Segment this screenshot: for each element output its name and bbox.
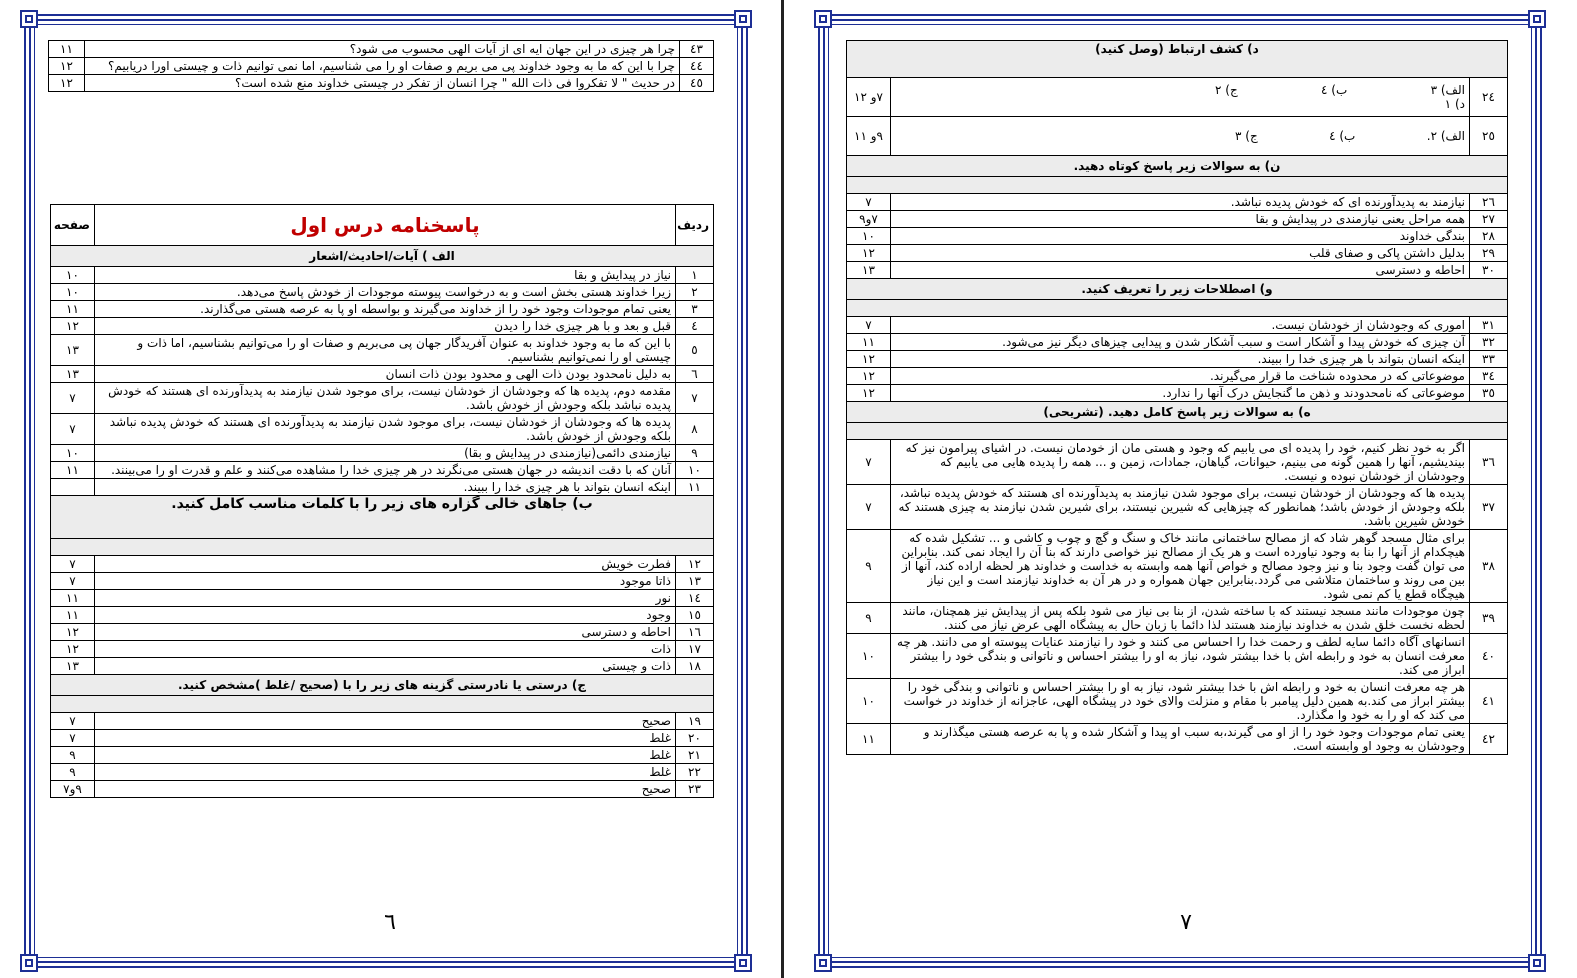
corner-ornament [814, 954, 832, 972]
table-row [51, 462, 714, 479]
row-number: ٣٠ [1469, 262, 1507, 279]
section-heading: د) کشف ارتباط (وصل کنید) [847, 41, 1508, 78]
questions-table [48, 40, 714, 92]
question-text: چرا هر چیزی در این جهان ایه ای از آیات الهی محسوب می شود؟ [85, 41, 680, 58]
table-row [49, 41, 714, 58]
row-number: ٦ [676, 366, 714, 383]
page-ref: ٧ [51, 414, 95, 445]
section-spacer [51, 539, 714, 556]
answer-text: پدیده ها که وجودشان از خودشان نیست، برای موجود شدن نیازمند به پدیدآورنده ای هستند که خودش پدیده نباشد بلکه وجودش از خودش باشد. [95, 414, 676, 445]
answer-text: با این که ما به وجود خداوند به عنوان آفریدگار جهان پی می‌بریم و صفات او را می‌توانیم بشناسیم، اما ذات و چیستی او را نمی‌توانیم بشناسیم. [95, 335, 676, 366]
answer-text: زیرا خداوند هستی بخش است و به درخواست پیوسته موجودات از خودش پاسخ می‌دهد. [95, 284, 676, 301]
section-heading: ج) درستی یا نادرستی گزینه های زیر را با (صحیح /غلط )مشخص کنید. [51, 675, 714, 696]
match-b: ب) ٤ [1329, 129, 1356, 143]
section-row [51, 246, 714, 267]
page-ref: ٧ [847, 317, 891, 334]
page-ref: ١١ [51, 462, 95, 479]
corner-ornament [734, 954, 752, 972]
table-row [847, 228, 1508, 245]
page-ref: ١٠ [847, 634, 891, 679]
page-ref: ١١ [847, 334, 891, 351]
row-number: ٤٢ [1469, 724, 1507, 755]
page-ref: ١١ [51, 590, 95, 607]
page-ref: ١٢ [847, 351, 891, 368]
answer-text: اینکه انسان بتواند با هر چیزی خدا را ببیند. [95, 479, 676, 496]
page-ref: ١٢ [49, 58, 85, 75]
row-number: ٢٥ [1469, 117, 1507, 156]
row-number: ٣٩ [1469, 603, 1507, 634]
row-number: ٢١ [676, 747, 714, 764]
row-number: ١١ [676, 479, 714, 496]
table-row [51, 658, 714, 675]
answer-text: همه مراحل یعنی نیازمندی در پیدایش و بقا [891, 211, 1470, 228]
answer-text: موضوعاتی که نامحدودند و ذهن ما گنجایش درک آنها را ندارد. [891, 385, 1470, 402]
table-row [847, 634, 1508, 679]
table-row [847, 485, 1508, 530]
answer-text: فطرت خویش [95, 556, 676, 573]
row-number: ٢٢ [676, 764, 714, 781]
section-heading: و) اصطلاحات زیر را تعریف کنید. [847, 279, 1508, 300]
section-row [847, 402, 1508, 423]
corner-ornament [734, 10, 752, 28]
row-number: ٢٤ [1469, 78, 1507, 117]
row-number: ٢٠ [676, 730, 714, 747]
row-number: ٣٦ [1469, 440, 1507, 485]
table-row [847, 245, 1508, 262]
section-heading: الف ) آیات/احادیث/اشعار [51, 246, 714, 267]
section-heading: ن) به سوالات زیر پاسخ کوتاه دهید. [847, 156, 1508, 177]
page-ref: ١٣ [51, 366, 95, 383]
table-row [51, 747, 714, 764]
corner-ornament [1528, 10, 1546, 28]
table-row [847, 211, 1508, 228]
answer-text: غلط [95, 747, 676, 764]
row-number: ٤٠ [1469, 634, 1507, 679]
table-row [51, 479, 714, 496]
answer-text: هر چه معرفت انسان به خود و رابطه اش با خدا بیشتر شود، نیاز به او را بیشتر احساس و ناتوانی و بندگی خود را بیشتر ابراز می کند.به همین دلیل پیامبر با مقام و منزلت والای خود در پیشگاه الهی، عاجزانه از خداوند در خواست می کند که او را به خود وا مگذارد. [891, 679, 1470, 724]
answer-text: نیازمندی دائمی(نیازمندی در پیدایش و بقا) [95, 445, 676, 462]
row-number: ١٧ [676, 641, 714, 658]
row-number: ٢٨ [1469, 228, 1507, 245]
row-number: ١٦ [676, 624, 714, 641]
match-b: ب) ٤ [1321, 83, 1348, 97]
spacer-row [847, 300, 1508, 317]
table-row [49, 58, 714, 75]
page-right [818, 14, 1542, 968]
section-heading: ب) جاهای خالی گزاره های زیر را با کلمات مناسب کامل کنید. [51, 496, 714, 539]
page-ref: ٧ [51, 556, 95, 573]
row-number: ٤١ [1469, 679, 1507, 724]
section-spacer [51, 696, 714, 713]
page-ref: ١١ [49, 41, 85, 58]
spacer-row [847, 177, 1508, 194]
page-ref: ١٠ [847, 228, 891, 245]
page-ref: ١١ [51, 301, 95, 318]
row-number: ٢٩ [1469, 245, 1507, 262]
table-row [51, 573, 714, 590]
page-ref: ٧ [847, 485, 891, 530]
table-row [51, 730, 714, 747]
row-column-header: ردیف [676, 205, 714, 246]
table-row [847, 368, 1508, 385]
match-c: ج) ٢ [1215, 83, 1238, 97]
table-row [51, 781, 714, 798]
answer-text: غلط [95, 764, 676, 781]
table-row [51, 624, 714, 641]
page-ref: ١٢ [51, 318, 95, 335]
table-row [51, 284, 714, 301]
row-number: ٨ [676, 414, 714, 445]
page-ref: ١٢ [51, 641, 95, 658]
page-ref: ١٢ [49, 75, 85, 92]
corner-ornament [1528, 954, 1546, 972]
table-row [51, 383, 714, 414]
answer-text: بندگی خداوند [891, 228, 1470, 245]
answer-text: آن چیزی که خودش پیدا و آشکار است و سبب آشکار شدن و پیدایی چیزهای دیگر نیز می‌شود. [891, 334, 1470, 351]
page-left [24, 14, 748, 968]
table-row [51, 445, 714, 462]
question-text: در حدیث " لا تفکروا فی ذات الله " چرا انسان از تفکر در چیستی خداوند منع شده است؟ [85, 75, 680, 92]
corner-ornament [20, 954, 38, 972]
row-number: ١٨ [676, 658, 714, 675]
page-ref: ٧ [51, 383, 95, 414]
answer-text: اموری که وجودشان از خودشان نیست. [891, 317, 1470, 334]
page-ref: ٩ [847, 603, 891, 634]
table-row [51, 641, 714, 658]
row-number: ٩ [676, 445, 714, 462]
row-number: ١٢ [676, 556, 714, 573]
row-number: ٣٥ [1469, 385, 1507, 402]
row-number: ٢٣ [676, 781, 714, 798]
table-row [51, 713, 714, 730]
section-row [51, 496, 714, 539]
answer-text: احاطه و دسترسی [891, 262, 1470, 279]
page-ref: ١٣ [847, 262, 891, 279]
corner-ornament [20, 10, 38, 28]
section-spacer [847, 423, 1508, 440]
page-gutter [781, 0, 784, 978]
match-c: ج) ٣ [1235, 129, 1258, 143]
match-d: د) ١ [1444, 97, 1465, 111]
page-ref: ١٢ [847, 368, 891, 385]
table-row [847, 440, 1508, 485]
table-row [51, 764, 714, 781]
table-row [51, 590, 714, 607]
answer-text: وجود [95, 607, 676, 624]
table-row [51, 607, 714, 624]
page-ref: ١٠ [51, 267, 95, 284]
match-a: الف) ٢. [1426, 129, 1465, 143]
table-row [51, 301, 714, 318]
section-row [51, 675, 714, 696]
row-number: ٥ [676, 335, 714, 366]
answer-text: ذات [95, 641, 676, 658]
match-answers [891, 117, 1470, 156]
answer-text: انسانهای آگاه دائما سایه لطف و رحمت خدا را احساس می کنند و خود را نیازمند عنایات پیوسته او می دانند. هر چه معرفت انسان به خود و رابطه اش با خدا بیشتر شود، نیاز به او را بیشتر احساس و ناتوانی و بندگی خود را بیشتر ابراز می کند. [891, 634, 1470, 679]
answer-table [846, 40, 1508, 755]
table-row [847, 334, 1508, 351]
page-ref: ١٠ [51, 284, 95, 301]
answer-text: صحیح [95, 713, 676, 730]
answer-text: برای مثال مسجد گوهر شاد که از مصالح ساختمانی مانند خاک و سنگ و گچ و چوب و کاشی و ... تشکیل شده که هیچکدام از آنها را بنا به وجود نیاورده است و هر یک از مصالح نیز خواصی دارند که بنا آن را ایجاد نمی کند. بنابراین می توان گفت وجود بنا و نیز وجود مصالح و خواص آنها همه وابسته به خداست و خداوند هر لحظه اراده کند، آنها از بین می روند و ساختمان متلاشی می گردد.بنابراین جهان همواره و در هر آن به خداوند نیازمند است و این نیاز هیچگاه قطع یا کم نمی شود. [891, 530, 1470, 603]
table-row [49, 75, 714, 92]
page-ref: ١١ [51, 607, 95, 624]
page-ref: ٧و٩ [847, 211, 891, 228]
page-ref: ٩و ١١ [847, 117, 891, 156]
row-number: ٤٣ [680, 41, 714, 58]
answer-text: اینکه انسان بتواند با هر چیزی خدا را ببیند. [891, 351, 1470, 368]
page-ref: ١٢ [847, 385, 891, 402]
table-row [847, 724, 1508, 755]
section-spacer [847, 300, 1508, 317]
page-ref: ١٣ [51, 335, 95, 366]
match-a: الف) ٣ [1430, 83, 1465, 97]
answer-text: موضوعاتی که در محدوده شناخت ما قرار می‌گیرند. [891, 368, 1470, 385]
page-ref: ١٢ [51, 624, 95, 641]
row-number: ٢٧ [1469, 211, 1507, 228]
row-number: ١٩ [676, 713, 714, 730]
spacer-row [51, 696, 714, 713]
row-number: ٤٤ [680, 58, 714, 75]
page-ref [51, 479, 95, 496]
answer-text: قبل و بعد و با هر چیزی خدا را دیدن [95, 318, 676, 335]
row-number: ٣ [676, 301, 714, 318]
table-row [847, 530, 1508, 603]
answer-text: مقدمه دوم، پدیده ها که وجودشان از خودشان نیست، برای موجود شدن نیازمند به پدیدآورنده ای هستند که خودش پدیده نباشد بلکه وجودش از خودش باشد. [95, 383, 676, 414]
table-row [847, 603, 1508, 634]
table-row [847, 194, 1508, 211]
table-row [51, 414, 714, 445]
row-number: ١٣ [676, 573, 714, 590]
row-number: ٢ [676, 284, 714, 301]
section-row [847, 279, 1508, 300]
table-row [51, 267, 714, 284]
answer-text: نیازمند به پدیدآورنده ای که خودش پدیده نباشد. [891, 194, 1470, 211]
table-row [51, 366, 714, 383]
spacer-row [51, 539, 714, 556]
row-number: ١٠ [676, 462, 714, 479]
row-number: ١٥ [676, 607, 714, 624]
row-number: ٣٨ [1469, 530, 1507, 603]
page-ref: ٩ [847, 530, 891, 603]
answer-table [50, 204, 714, 798]
answer-text: نیاز در پیدایش و بقا [95, 267, 676, 284]
match-answers [891, 78, 1470, 117]
row-number: ١٤ [676, 590, 714, 607]
answer-text: ذاتا موجود [95, 573, 676, 590]
page-ref: ١٢ [847, 245, 891, 262]
table-row [847, 385, 1508, 402]
page-number: ٧ [1180, 910, 1192, 935]
table-row [847, 262, 1508, 279]
section-row [847, 156, 1508, 177]
page-ref: ٩و٧ [51, 781, 95, 798]
row-number: ٣١ [1469, 317, 1507, 334]
answer-text: آنان که با دقت اندیشه در جهان هستی می‌نگرند در هر چیزی خدا را مشاهده می‌کنند و علم و قدرت او را می‌بینند. [95, 462, 676, 479]
answer-text: بدلیل داشتن پاکی و صفای قلب [891, 245, 1470, 262]
section-heading: ه) به سوالات زیر پاسخ کامل دهید. (تشریحی) [847, 402, 1508, 423]
answer-text: چون موجودات مانند مسجد نیستند که با ساخته شدن، از بنا بی نیاز می شود بلکه پس از پیدایش نیز همچنان، مانند لحظه نخست خلق شدن به خداوند نیازمند هستند لذا دائما با زبان حال به پیشگاه الهی عرض نیاز می کنند. [891, 603, 1470, 634]
table-row [847, 679, 1508, 724]
page-ref: ١٣ [51, 658, 95, 675]
row-number: ١ [676, 267, 714, 284]
row-number: ٣٤ [1469, 368, 1507, 385]
table-row [847, 351, 1508, 368]
answer-text: اگر به خود نظر کنیم، خود را پدیده ای می یابیم که وجود و هستی مان از خودمان نیست. در اشیای پیرامون نیز که بیندیشیم، آنها را همین گونه می بینیم، حیوانات، گیاهان، جمادات، زمین و ... همه را پدیده هایی می یابیم که وجودشان از خودشان نبوده و نیست. [891, 440, 1470, 485]
row-number: ٣٢ [1469, 334, 1507, 351]
answer-text: ذات و چیستی [95, 658, 676, 675]
page-ref: ٩ [51, 747, 95, 764]
answer-text: غلط [95, 730, 676, 747]
corner-ornament [814, 10, 832, 28]
table-row [51, 335, 714, 366]
row-number: ٤ [676, 318, 714, 335]
page-ref: ٧ [847, 440, 891, 485]
page-ref: ١٠ [847, 679, 891, 724]
answer-sheet-title: پاسخنامه درس اول [95, 205, 676, 246]
row-number: ٣٧ [1469, 485, 1507, 530]
row-number: ٧ [676, 383, 714, 414]
question-text: چرا با این که ما به وجود خداوند پی می بریم و صفات او را می شناسیم، اما نمی توانیم ذات و چیستی اورا دریابیم؟ [85, 58, 680, 75]
answer-text: احاطه و دسترسی [95, 624, 676, 641]
page-ref: ٧ [847, 194, 891, 211]
answer-text: به دلیل نامحدود بودن ذات الهی و محدود بودن ذات انسان [95, 366, 676, 383]
row-number: ٢٦ [1469, 194, 1507, 211]
page-column-header: صفحه [51, 205, 95, 246]
answer-text: پدیده ها که وجودشان از خودشان نیست، برای موجود شدن نیازمند به پدیدآورنده ای هستند که خودش پدیده نباشد، بلکه وجودش از خودش باشد؛ همانطور که چیزهایی که شیرین نیستند، برای شیرین شدن نیازمند به چیزی هستند که خودش شیرین باشد. [891, 485, 1470, 530]
answer-text: نور [95, 590, 676, 607]
section-spacer [847, 177, 1508, 194]
page-ref: ١١ [847, 724, 891, 755]
page-number: ٦ [384, 910, 396, 935]
page-ref: ٧ [51, 573, 95, 590]
table-row [51, 556, 714, 573]
page-ref: ٧و ١٢ [847, 78, 891, 117]
page-ref: ٩ [51, 764, 95, 781]
page-ref: ٧ [51, 730, 95, 747]
answer-text: یعنی تمام موجودات وجود خود را از خداوند می‌گیرند و بواسطه او پا به عرصه هستی می‌گذارند. [95, 301, 676, 318]
spacer-row [847, 423, 1508, 440]
row-number: ٤٥ [680, 75, 714, 92]
row-number: ٣٣ [1469, 351, 1507, 368]
answer-text: یعنی تمام موجودات وجود خود را از او می گیرند،به سبب او پیدا و آشکار شده و پا به عرصه هستی میگذارند و وجودشان به وجود او وابسته است. [891, 724, 1470, 755]
page-ref: ١٠ [51, 445, 95, 462]
table-row [51, 318, 714, 335]
answer-text: صحیح [95, 781, 676, 798]
table-row [847, 317, 1508, 334]
page-ref: ٧ [51, 713, 95, 730]
